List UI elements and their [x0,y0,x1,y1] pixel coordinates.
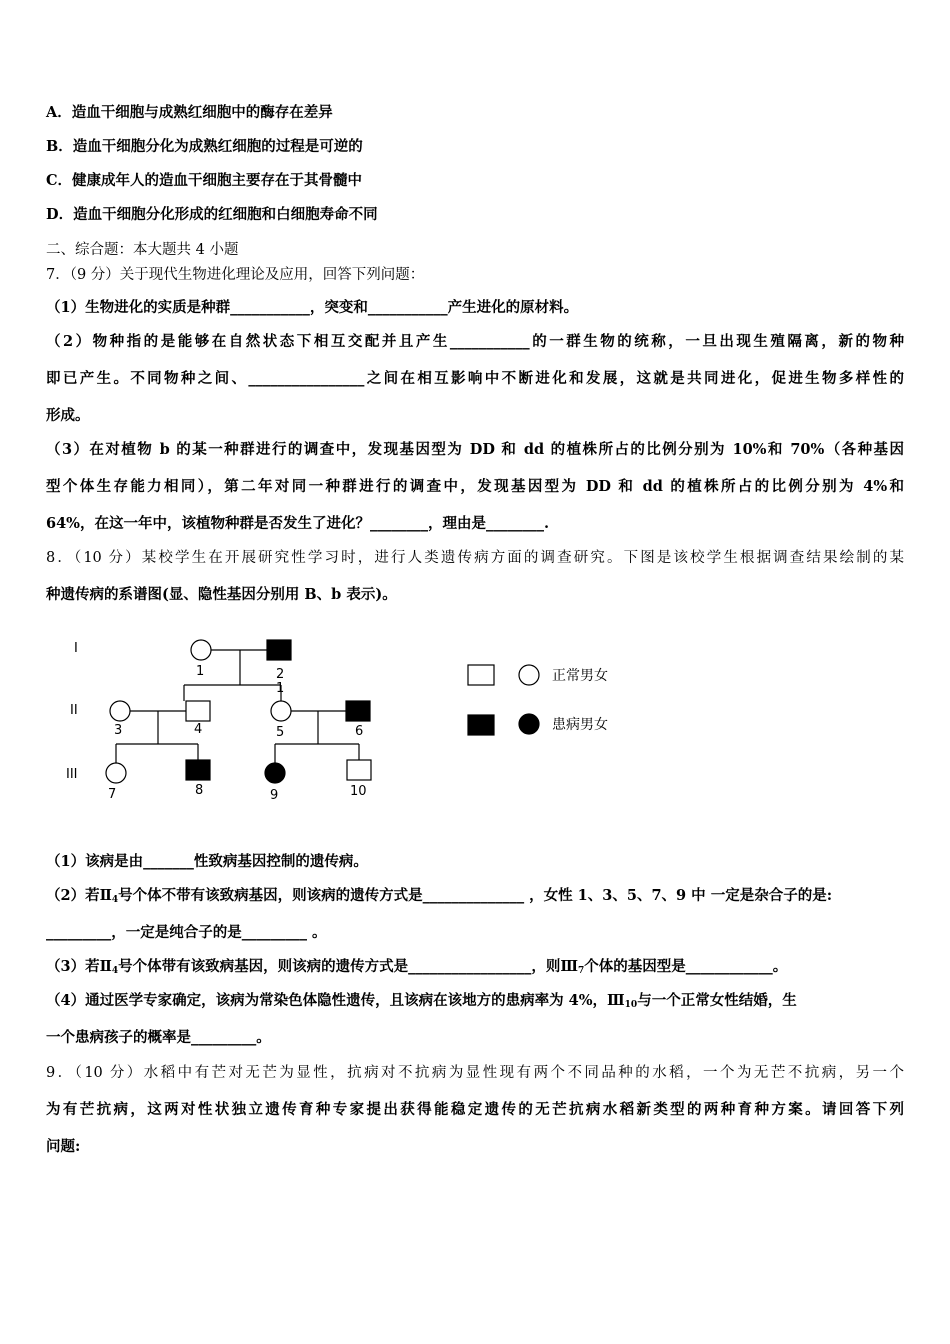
q7-part2-line3: 形成。 [46,407,90,424]
q7-part2-line2: 即已产生。不同物种之间、________________之间在相互影响中不断进化和发展，这就是共同进化，促进生物多样性的 [46,370,904,387]
stray-label: 1 [276,681,285,696]
legend-normal-label: 正常男女 [552,668,608,684]
q9-line1: 9．（10 分）水稻中有芒对无芒为显性，抗病对不抗病为显性现有两个不同品种的水稻，一个为无芒不抗病，另一个 [46,1065,904,1081]
q8-part3: （3）若$Ⅱ_4$号个体带有该致病基因，则该病的遗传方式是_________________，则$Ⅲ_7$个体的基因型是____________。 [46,958,788,976]
id-label-2: 2 [276,667,285,682]
individual-4 [186,701,210,721]
id-label-5: 5 [276,725,285,740]
id-label-4: 4 [194,722,203,737]
q7-part3-line1: （3）在对植物 b 的某一种群进行的调查中，发现基因型为 DD 和 dd 的植株所占的比例分别为 10%和 70%（各种基因 [46,441,904,458]
legend-affected-male [468,715,494,735]
q7-part1: （1）生物进化的实质是种群___________，突变和___________产生进化的原材料。 [46,299,579,316]
legend-normal-male [468,665,494,685]
q8-part1: （1）该病是由_______性致病基因控制的遗传病。 [46,853,368,870]
individual-1 [191,640,211,660]
individual-9 [265,763,285,783]
id-label-8: 8 [195,783,204,798]
individual-3 [110,701,130,721]
q8-heading-line1: 8．（10 分）某校学生在开展研究性学习时，进行人类遗传病方面的调查研究。下图是该校学生根据调查结果绘制的某 [46,550,904,566]
id-label-9: 9 [270,788,279,803]
q8-part2-line1: （2）若$Ⅱ_4$号个体不带有该致病基因，则该病的遗传方式是______________ ，女性 1、3、5、7、9 中 一定是杂合子的是: [46,887,833,905]
option-c: C．健康成年人的造血干细胞主要存在于其骨髓中 [46,172,363,189]
q8-part4-line2: 一个患病孩子的概率是_________。 [46,1029,271,1046]
individual-5 [271,701,291,721]
individual-7 [106,763,126,783]
q8-part4-line1: （4）通过医学专家确定，该病为常染色体隐性遗传，且该病在该地方的患病率为 4%，$Ⅲ_{10}$与一个正常女性结婚，生 [46,992,797,1010]
section-heading: 二、综合题：本大题共 4 小题 [46,242,239,258]
individual-10 [347,760,371,780]
gen-label-2: II [70,703,78,718]
individual-8 [186,760,210,780]
option-d: D．造血干细胞分化形成的红细胞和白细胞寿命不同 [46,206,378,223]
legend-affected-label: 患病男女 [552,717,608,733]
id-label-6: 6 [355,724,364,739]
q9-line2: 为有芒抗病，这两对性状独立遗传育种专家提出获得能稳定遗传的无芒抗病水稻新类型的两种育种方案。请回答下列 [46,1101,904,1118]
q7-part2-line1: （2）物种指的是能够在自然状态下相互交配并且产生___________的一群生物的统称，一旦出现生殖隔离，新的物种 [46,333,904,350]
legend-affected-female [519,714,539,734]
gen-label-1: I [74,641,78,656]
q7-heading: 7．（9 分）关于现代生物进化理论及应用，回答下列问题： [46,267,425,283]
option-a: A．造血干细胞与成熟红细胞中的酶存在差异 [46,104,333,121]
q8-heading-line2: 种遗传病的系谱图(显、隐性基因分别用 B、b 表示)。 [46,586,397,603]
id-label-10: 10 [350,784,367,799]
q7-part3-line2: 型个体生存能力相同），第二年对同一种群进行的调查中，发现基因型为 DD 和 dd 的植株所占的比例分别为 4%和 [46,478,904,495]
id-label-3: 3 [114,723,123,738]
q8-part2-line2: _________，一定是纯合子的是_________ 。 [46,924,327,941]
id-label-7: 7 [108,787,117,802]
option-b: B．造血干细胞分化为成熟红细胞的过程是可逆的 [46,138,363,155]
q9-line3: 问题: [46,1138,81,1155]
individual-6 [346,701,370,721]
gen-label-3: III [66,767,78,782]
legend-normal-female [519,665,539,685]
individual-2 [267,640,291,660]
pedigree-chart [60,632,640,812]
q7-part3-line3: 64%，在这一年中，该植物种群是否发生了进化？________，理由是________. [46,515,550,532]
id-label-1: 1 [196,664,205,679]
